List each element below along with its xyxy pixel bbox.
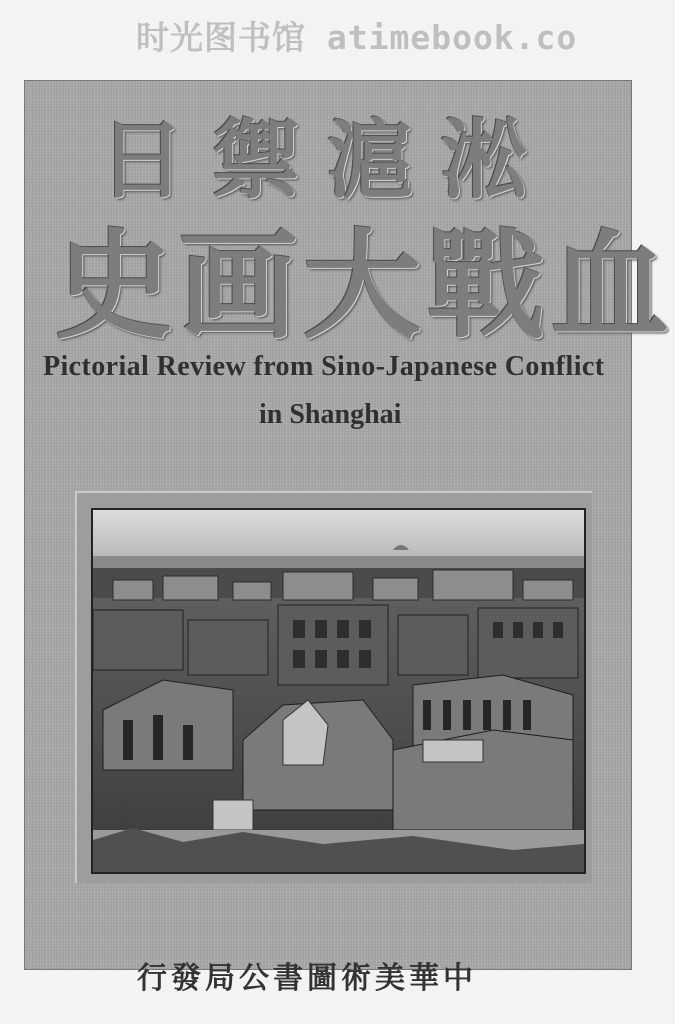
site-watermark: 时光图书馆 atimebook.co xyxy=(136,18,578,57)
english-title-line-1: Pictorial Review from Sino-Japanese Conflict xyxy=(43,351,605,382)
ruined-city-illustration xyxy=(93,510,584,872)
cover-photograph xyxy=(91,508,586,874)
english-title-line-2: in Shanghai xyxy=(259,399,402,430)
cover-title-line-2: 史画大戰血 xyxy=(55,216,675,355)
book-cover xyxy=(24,80,675,996)
publisher-imprint: 行發局公書圖術美華中 xyxy=(137,961,477,996)
cover-title-line-1: 日禦滬淞 xyxy=(99,110,555,211)
